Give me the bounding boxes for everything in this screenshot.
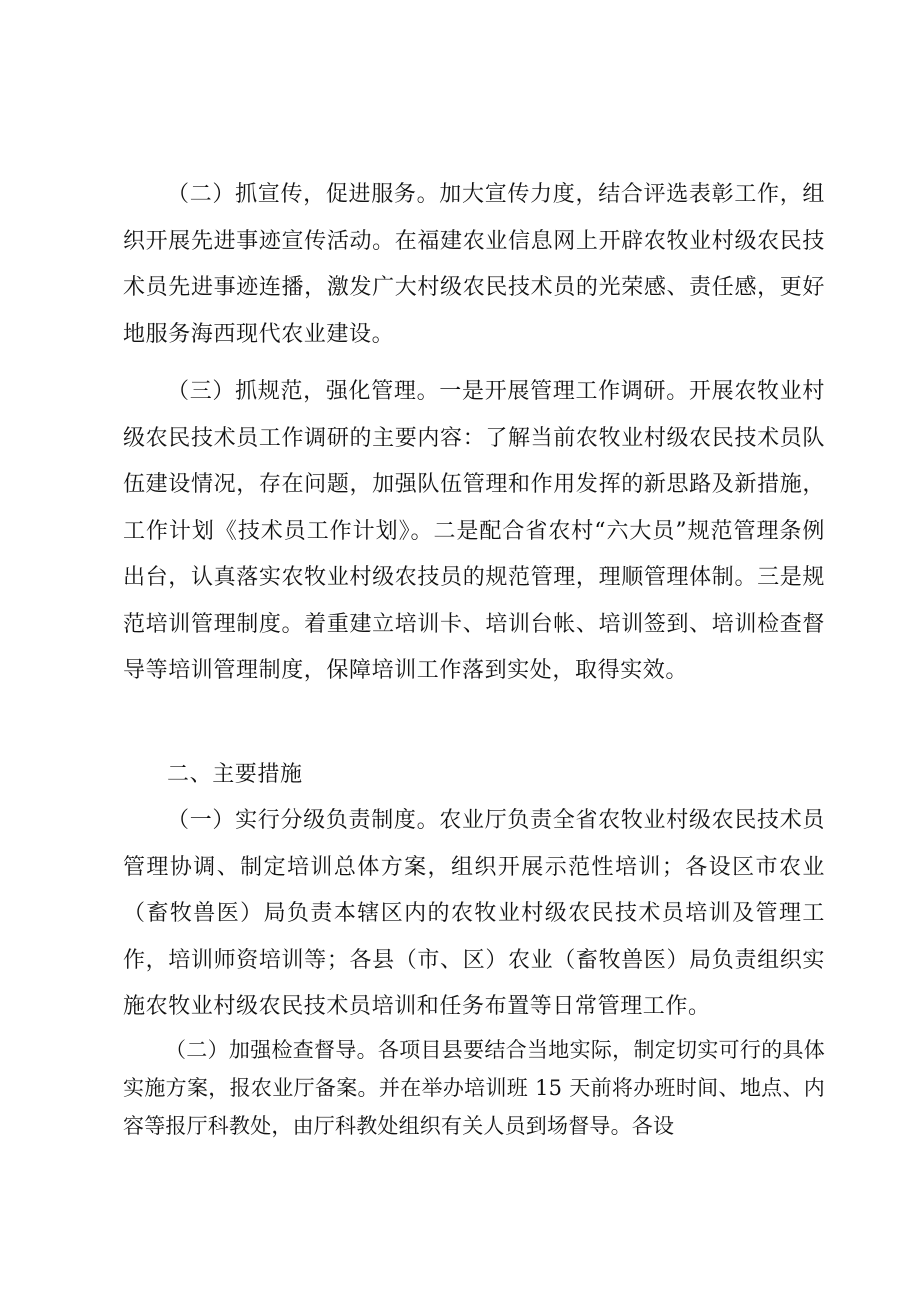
paragraph-tiered-responsibility: （一）实行分级负责制度。农业厅负责全省农牧业村级农民技术员管理协调、制定培训总体方案，组织开展示范性培训；各设区市农业（畜牧兽医）局负责本辖区内的农牧业村级农民技术员培训及管理工作，培训师资培训等；各县（市、区）农业（畜牧兽医）局负责组织实施农牧业村级农民技术员培训和任务布置等日常管理工作。: [123, 808, 825, 1019]
paragraph-standardization: （三）抓规范，强化管理。一是开展管理工作调研。开展农牧业村级农民技术员工作调研的主要内容：了解当前农牧业村级农民技术员队伍建设情况，存在问题，加强队伍管理和作用发挥的新思路及新措施，工作计划《技术员工作计划》。二是配合省农村“六大员”规范管理条例出台，认真落实农牧业村级农技员的规范管理，理顺管理体制。三是规范培训管理制度。着重建立培训卡、培训台帐、培训签到、培训检查督导等培训管理制度，保障培训工作落到实处，取得实效。: [123, 379, 825, 683]
paragraph-inspection-supervision: （二）加强检查督导。各项目县要结合当地实际，制定切实可行的具体实施方案，报农业厅备案。并在举办培训班 15 天前将办班时间、地点、内容等报厅科教处，由厅科教处组织有关人员到场督导。各设: [123, 1038, 825, 1138]
paragraph-publicity: （二）抓宣传，促进服务。加大宣传力度，结合评选表彰工作，组织开展先进事迹宣传活动。在福建农业信息网上开辟农牧业村级农民技术员先进事迹连播，激发广大村级农民技术员的光荣感、责任感，更好地服务海西现代农业建设。: [123, 182, 825, 347]
section-heading-main-measures: 二、主要措施: [167, 762, 303, 787]
